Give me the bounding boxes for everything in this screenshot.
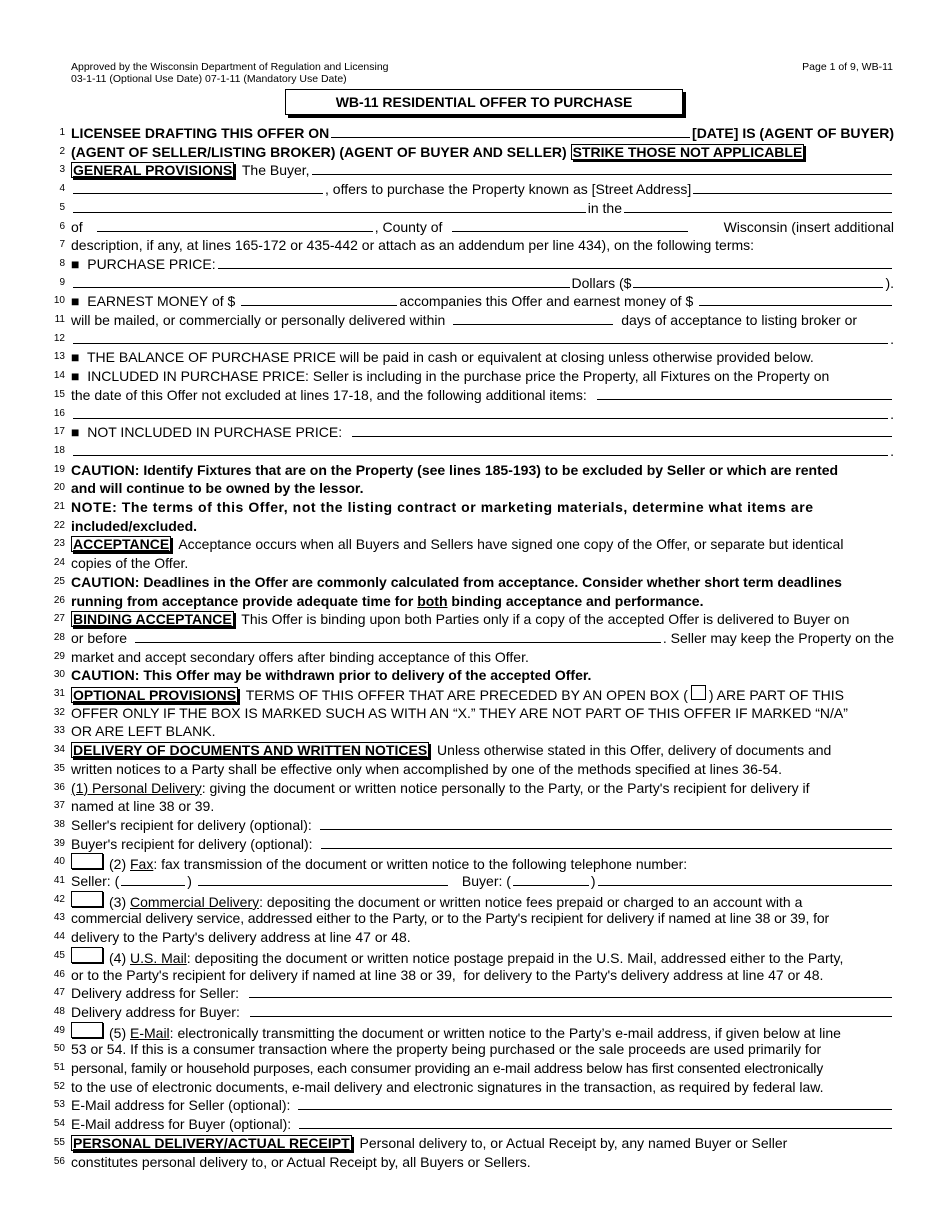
line-number: 16 <box>53 407 65 419</box>
text: ■ PURCHASE PRICE: <box>71 255 216 272</box>
text: : depositing the document or written notice postage prepaid in the U.S. Mail, addressed either to the Party, <box>186 949 844 966</box>
text: will be mailed, or commercially or personally delivered within <box>71 312 446 328</box>
line-13 <box>0 348 950 367</box>
line-14 <box>0 367 950 386</box>
text: Acceptance occurs when all Buyers and Sellers have signed one copy of the Offer, or separate but identical <box>175 536 844 553</box>
delivery-of-documents-heading: DELIVERY OF DOCUMENTS AND WRITTEN NOTICES <box>73 742 428 759</box>
text: description, if any, at lines 165-172 or 435-442 or attach as an addendum per line 434), on the following terms: <box>71 237 755 254</box>
text: ■ EARNEST MONEY of $ <box>71 293 236 310</box>
line-18 <box>0 442 950 461</box>
seller-fax-number-field[interactable] <box>198 872 448 886</box>
line-number: 8 <box>59 257 65 269</box>
buyer-fax-area-code-field[interactable] <box>513 872 589 886</box>
text: . <box>890 442 894 459</box>
purchase-price-words-field-2[interactable] <box>73 274 570 288</box>
municipality-name-field[interactable] <box>97 218 373 232</box>
line-number: 27 <box>53 613 65 625</box>
line-55 <box>0 1134 950 1153</box>
text: The Buyer, <box>238 162 310 179</box>
line-number: 23 <box>53 538 65 550</box>
binding-acceptance-heading: BINDING ACCEPTANCE <box>73 611 232 628</box>
binding-acceptance-date-field[interactable] <box>135 629 661 643</box>
text: commercial delivery service, addressed either to the Party, or to the Party's recipient for delivery if named at line 38 or 39, for <box>71 910 830 927</box>
seller-delivery-address-field[interactable] <box>249 984 892 998</box>
text: (5) <box>109 1024 130 1041</box>
line-48 <box>0 1003 950 1022</box>
text: Personal delivery to, or Actual Receipt by, any named Buyer or Seller <box>355 1134 788 1151</box>
line-number: 10 <box>53 295 65 307</box>
text: CAUTION: Deadlines in the Offer are commonly calculated from acceptance. Consider whether short term deadlines <box>71 573 842 590</box>
line-10 <box>0 292 950 311</box>
line-number: 46 <box>53 968 65 980</box>
text: personal, family or household purposes, each consumer providing an e-mail address below has first consented electronically <box>71 1060 824 1076</box>
optional-provisions-heading: OPTIONAL PROVISIONS <box>73 687 237 703</box>
line-36 <box>0 779 950 798</box>
line-52 <box>0 1078 950 1097</box>
acceptance-heading: ACCEPTANCE <box>73 536 170 553</box>
buyer-email-field[interactable] <box>299 1115 892 1129</box>
line-number: 17 <box>53 426 65 438</box>
line-3 <box>0 161 950 180</box>
us-mail-checkbox[interactable] <box>71 947 103 963</box>
line-number: 31 <box>53 688 65 699</box>
line-number: 21 <box>53 501 65 512</box>
text: the date of this Offer not excluded at lines 17-18, and the following additional items: <box>71 386 587 403</box>
text: Buyer's recipient for delivery (optional): <box>71 835 313 852</box>
line-54 <box>0 1115 950 1134</box>
text: copies of the Offer. <box>71 555 189 572</box>
line-46 <box>0 966 950 985</box>
line-number: 40 <box>53 856 65 868</box>
text: ) <box>187 873 192 889</box>
text: running from acceptance provide adequate time for <box>71 592 418 609</box>
line-number: 48 <box>53 1005 65 1017</box>
text: delivery to the Party's delivery address at line 47 or 48. <box>71 929 411 946</box>
buyer-name-field[interactable] <box>312 161 892 175</box>
text: written notices to a Party shall be effective only when accomplished by one of the methods specified at lines 36-54. <box>71 760 783 777</box>
line-21 <box>0 498 950 517</box>
text: ) ARE PART OF THIS <box>708 687 844 703</box>
line-11 <box>0 311 950 330</box>
text: ■ NOT INCLUDED IN PURCHASE PRICE: <box>71 424 343 441</box>
text: NOTE: The terms of this Offer, not the listing contract or marketing materials, determine what items are <box>71 499 814 515</box>
line-number: 54 <box>53 1118 65 1130</box>
line-number: 42 <box>53 893 65 905</box>
line-51 <box>0 1059 950 1078</box>
line-49 <box>0 1022 950 1041</box>
line-number: 36 <box>53 781 65 793</box>
line-number: 3 <box>59 164 65 176</box>
text: Unless otherwise stated in this Offer, delivery of documents and <box>433 742 832 759</box>
text: CAUTION: This Offer may be withdrawn prior to delivery of the accepted Offer. <box>71 667 592 684</box>
line-number: 24 <box>53 557 65 569</box>
text: Seller's recipient for delivery (optional): <box>71 816 312 833</box>
text: , County of <box>374 218 443 235</box>
street-address-field-2[interactable] <box>73 199 586 213</box>
line-number: 15 <box>53 388 65 400</box>
fax-checkbox[interactable] <box>71 853 103 869</box>
text: This Offer is binding upon both Parties only if a copy of the accepted Offer is delivered to Buyer on <box>237 611 850 628</box>
line-number: 38 <box>53 818 65 830</box>
text: (4) <box>109 949 130 966</box>
line-35 <box>0 760 950 779</box>
line-6 <box>0 218 950 237</box>
line-24 <box>0 554 950 573</box>
text: Commercial Delivery <box>130 893 260 910</box>
line-39 <box>0 835 950 854</box>
text: accompanies this Offer and earnest money of $ <box>399 293 694 310</box>
buyer-delivery-address-field[interactable] <box>250 1003 892 1017</box>
line-number: 53 <box>53 1099 65 1111</box>
text: ■ INCLUDED IN PURCHASE PRICE: Seller is including in the purchase price the Property, all Fixtures on the Property on <box>71 368 830 385</box>
line-42 <box>0 891 950 910</box>
text: market and accept secondary offers after binding acceptance of this Offer. <box>71 648 529 665</box>
line-44 <box>0 928 950 947</box>
line-19 <box>0 461 950 480</box>
text: Delivery address for Seller: <box>71 985 240 1002</box>
form-title: WB-11 RESIDENTIAL OFFER TO PURCHASE <box>285 89 683 115</box>
line-number: 29 <box>53 650 65 662</box>
line-43 <box>0 909 950 928</box>
line-number: 18 <box>53 444 65 456</box>
line-number: 35 <box>53 762 65 774</box>
text: U.S. Mail <box>130 949 187 966</box>
line-12 <box>0 330 950 349</box>
text: Seller: ( <box>71 873 120 889</box>
earnest-money-mailed-field[interactable] <box>699 292 892 306</box>
line-45 <box>0 947 950 966</box>
line-number: 13 <box>53 351 65 363</box>
text: [DATE] IS (AGENT OF BUYER) <box>692 125 894 141</box>
line-number: 52 <box>53 1080 65 1092</box>
text: (3) <box>109 893 130 910</box>
line-number: 5 <box>59 201 65 213</box>
line-25 <box>0 573 950 592</box>
text: CAUTION: Identify Fixtures that are on the Property (see lines 185-193) to be excluded by Seller or which are rented <box>71 461 839 478</box>
line-number: 30 <box>53 669 65 681</box>
text: ). <box>885 274 894 291</box>
line-9 <box>0 274 950 293</box>
included-items-field-2[interactable] <box>73 405 888 419</box>
text: Wisconsin (insert additional <box>723 218 894 235</box>
purchase-price-amount-field[interactable] <box>633 274 883 288</box>
line-number: 49 <box>53 1024 65 1036</box>
purchase-price-words-field[interactable] <box>218 255 892 269</box>
approval-line-1: Approved by the Wisconsin Department of Regulation and Licensing <box>71 61 389 73</box>
line-37 <box>0 797 950 816</box>
text: Fax <box>130 856 154 873</box>
text: Dollars ($ <box>571 274 632 291</box>
line-15 <box>0 386 950 405</box>
text: (1) Personal Delivery <box>71 779 202 796</box>
line-41 <box>0 872 950 891</box>
text: binding acceptance and performance. <box>447 592 704 609</box>
text: or before <box>71 629 128 646</box>
line-2 <box>0 143 950 162</box>
text: : depositing the document or written notice fees prepaid or charged to an account with a <box>259 893 803 910</box>
line-number: 34 <box>53 744 65 756</box>
line-34 <box>0 741 950 760</box>
line-number: 25 <box>53 575 65 587</box>
text: and will continue to be owned by the lessor. <box>71 480 364 497</box>
line-number: 12 <box>53 332 65 344</box>
excluded-items-field-2[interactable] <box>73 442 888 456</box>
line-number: 44 <box>53 931 65 943</box>
text: LICENSEE DRAFTING THIS OFFER ON <box>71 125 330 141</box>
text: : fax transmission of the document or written notice to the following telephone number: <box>153 856 688 873</box>
line-number: 19 <box>53 463 65 475</box>
line-number: 47 <box>53 987 65 999</box>
line-number: 26 <box>53 594 65 606</box>
text: included/excluded. <box>71 517 198 534</box>
text: or to the Party's recipient for delivery if named at line 38 or 39, for delivery to the Party's delivery address at line 47 or 48. <box>71 966 824 983</box>
text: (AGENT OF SELLER/LISTING BROKER) (AGENT OF BUYER AND SELLER) <box>71 143 571 160</box>
line-29 <box>0 648 950 667</box>
line-47 <box>0 984 950 1003</box>
personal-delivery-heading: PERSONAL DELIVERY/ACTUAL RECEIPT <box>73 1134 350 1151</box>
included-items-field[interactable] <box>597 386 892 400</box>
line-5 <box>0 199 950 218</box>
text: Delivery address for Buyer: <box>71 1003 240 1020</box>
line-26 <box>0 592 950 611</box>
text: . Seller may keep the Property on the <box>662 629 894 646</box>
approval-line-2: 03-1-11 (Optional Use Date) 07-1-11 (Mandatory Use Date) <box>71 73 347 85</box>
line-53 <box>0 1096 950 1115</box>
text: . <box>890 330 894 347</box>
buyer-fax-number-field[interactable] <box>598 872 892 886</box>
text: : giving the document or written notice personally to the Party, or the Party's recipient for delivery if <box>201 779 810 796</box>
text: Buyer: ( <box>461 873 511 889</box>
line-38 <box>0 816 950 835</box>
line-8 <box>0 255 950 274</box>
text: E-Mail <box>130 1024 170 1041</box>
line-number: 28 <box>53 631 65 643</box>
line-31 <box>0 685 950 704</box>
earnest-money-field[interactable] <box>241 292 397 306</box>
seller-recipient-field[interactable] <box>320 816 892 830</box>
line-number: 6 <box>59 220 65 232</box>
text: (2) <box>109 856 130 873</box>
line-number: 20 <box>53 482 65 494</box>
general-provisions-heading: GENERAL PROVISIONS <box>73 162 233 179</box>
line-20 <box>0 479 950 498</box>
text: days of acceptance to listing broker or <box>621 312 858 328</box>
text: OFFER ONLY IF THE BOX IS MARKED SUCH AS WITH AN “X.” THEY ARE NOT PART OF THIS OFFER IF MARKED “N/A” <box>71 704 848 721</box>
line-40 <box>0 853 950 872</box>
text: , offers to purchase the Property known as [Street Address] <box>325 181 692 198</box>
line-number: 11 <box>54 314 65 325</box>
line-number: 22 <box>53 519 65 531</box>
line-22 <box>0 517 950 536</box>
text: . <box>890 405 894 422</box>
text: ) <box>590 873 596 889</box>
spacer <box>692 219 721 232</box>
line-number: 9 <box>59 276 65 288</box>
line-50 <box>0 1040 950 1059</box>
line-30 <box>0 666 950 685</box>
line-number: 39 <box>53 837 65 849</box>
text: OR ARE LEFT BLANK. <box>71 723 216 740</box>
line-1 <box>0 124 950 143</box>
text: ■ THE BALANCE OF PURCHASE PRICE will be paid in cash or equivalent at closing unless otherwise provided below. <box>71 349 814 366</box>
line-number: 56 <box>53 1155 65 1167</box>
line-number: 41 <box>53 875 65 886</box>
text: constitutes personal delivery to, or Actual Receipt by, all Buyers or Sellers. <box>71 1153 531 1170</box>
text: of <box>71 218 83 235</box>
seller-email-field[interactable] <box>298 1096 892 1110</box>
text: TERMS OF THIS OFFER THAT ARE PRECEDED BY AN OPEN BOX ( <box>242 687 688 703</box>
page-info: Page 1 of 9, WB-11 <box>802 61 893 73</box>
text: in the <box>587 199 622 216</box>
line-7 <box>0 236 950 255</box>
text: 53 or 54. If this is a consumer transaction where the property being purchased or the sale proceeds are used primarily for <box>71 1041 822 1058</box>
commercial-delivery-checkbox[interactable] <box>71 891 103 907</box>
line-number: 32 <box>53 706 65 718</box>
open-box-example-icon <box>691 685 706 700</box>
line-number: 43 <box>53 912 65 924</box>
line-number: 7 <box>59 239 65 251</box>
text: named at line 38 or 39. <box>71 798 215 815</box>
line-number: 33 <box>53 725 65 737</box>
line-number: 1 <box>59 127 65 138</box>
street-address-field[interactable] <box>693 180 892 194</box>
line-number: 50 <box>53 1043 65 1055</box>
line-28 <box>0 629 950 648</box>
line-17 <box>0 423 950 442</box>
line-23 <box>0 535 950 554</box>
text: E-Mail address for Buyer (optional): <box>71 1116 292 1133</box>
seller-fax-area-code-field[interactable] <box>121 872 185 886</box>
line-number: 4 <box>59 183 65 195</box>
text: E-Mail address for Seller (optional): <box>71 1097 291 1114</box>
line-56 <box>0 1153 950 1172</box>
text: : electronically transmitting the document or written notice to the Party’s e-mail address, if given below at line <box>169 1024 841 1041</box>
line-33 <box>0 722 950 741</box>
earnest-money-recipient-field[interactable] <box>73 330 888 344</box>
line-4 <box>0 180 950 199</box>
line-number: 2 <box>59 145 65 157</box>
email-checkbox[interactable] <box>71 1022 103 1038</box>
line-number: 55 <box>53 1136 65 1148</box>
line-number: 45 <box>53 949 65 961</box>
line-32 <box>0 704 950 723</box>
buyer-name-field-2[interactable] <box>73 180 323 194</box>
boxed-heading: STRIKE THOSE NOT APPLICABLE <box>572 143 803 160</box>
approval-notice <box>71 61 389 85</box>
delivery-days-field[interactable] <box>453 311 613 325</box>
text: both <box>417 592 448 609</box>
municipality-field[interactable] <box>624 199 892 213</box>
excluded-items-field[interactable] <box>352 423 892 437</box>
county-field[interactable] <box>452 218 688 232</box>
line-number: 51 <box>53 1062 65 1073</box>
drafting-date-field[interactable] <box>331 124 690 138</box>
buyer-recipient-field[interactable] <box>321 835 892 849</box>
text: to the use of electronic documents, e-mail delivery and electronic signatures in the transaction, as required by federal law. <box>71 1078 824 1095</box>
line-27 <box>0 610 950 629</box>
line-number: 14 <box>53 370 65 382</box>
line-number: 37 <box>53 800 65 812</box>
line-16 <box>0 405 950 424</box>
